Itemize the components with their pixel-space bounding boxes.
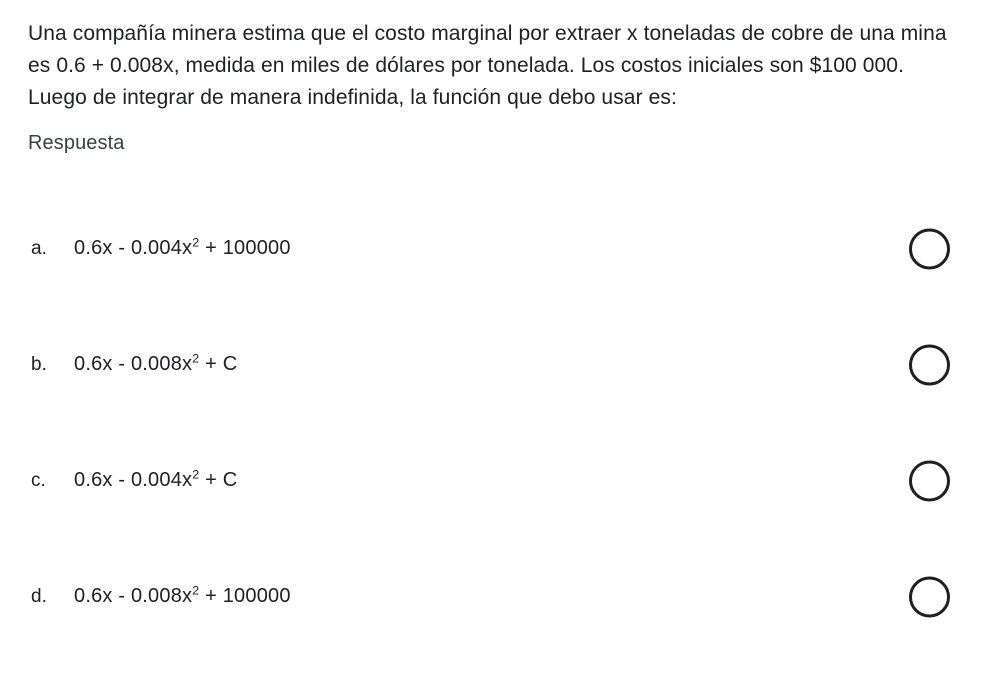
option-formula (74, 585, 291, 608)
option-formula (74, 353, 237, 376)
option-formula (74, 469, 237, 492)
option-radio-button[interactable] (909, 344, 950, 385)
option-formula-prefix: 0.6x - 0.004x (74, 237, 193, 260)
option-letter: d. (31, 585, 47, 607)
option-radio-button[interactable] (909, 460, 950, 501)
option-formula-suffix: + C (199, 469, 238, 492)
option-formula-exponent: 2 (192, 235, 200, 250)
option-row[interactable] (28, 423, 965, 539)
options-list (28, 191, 965, 655)
option-letter: c. (31, 469, 46, 491)
option-row[interactable] (28, 539, 965, 655)
option-letter: a. (31, 237, 47, 259)
option-formula-exponent: 2 (192, 583, 200, 598)
option-formula-exponent: 2 (192, 467, 200, 482)
option-formula-suffix: + C (199, 353, 238, 376)
answer-section-label: Respuesta (28, 131, 125, 154)
option-formula-prefix: 0.6x - 0.004x (74, 469, 193, 492)
question-statement: Una compañía minera estima que el costo marginal por extraer x toneladas de cobre de una mina es 0.6 + 0.008x, medida en miles de dólares por tonelada. Los costos iniciales son $100 000. Luego de integrar de manera indefinida, la función que debo usar es: (28, 22, 947, 109)
option-formula-prefix: 0.6x - 0.008x (74, 353, 193, 376)
option-formula-exponent: 2 (192, 351, 200, 366)
option-row[interactable] (28, 191, 965, 307)
option-row[interactable] (28, 307, 965, 423)
option-formula-suffix: + 100000 (199, 585, 291, 608)
option-formula-prefix: 0.6x - 0.008x (74, 585, 193, 608)
option-radio-button[interactable] (909, 576, 950, 617)
option-letter: b. (31, 353, 47, 375)
option-formula-suffix: + 100000 (199, 237, 291, 260)
option-formula (74, 237, 291, 260)
option-radio-button[interactable] (909, 228, 950, 269)
